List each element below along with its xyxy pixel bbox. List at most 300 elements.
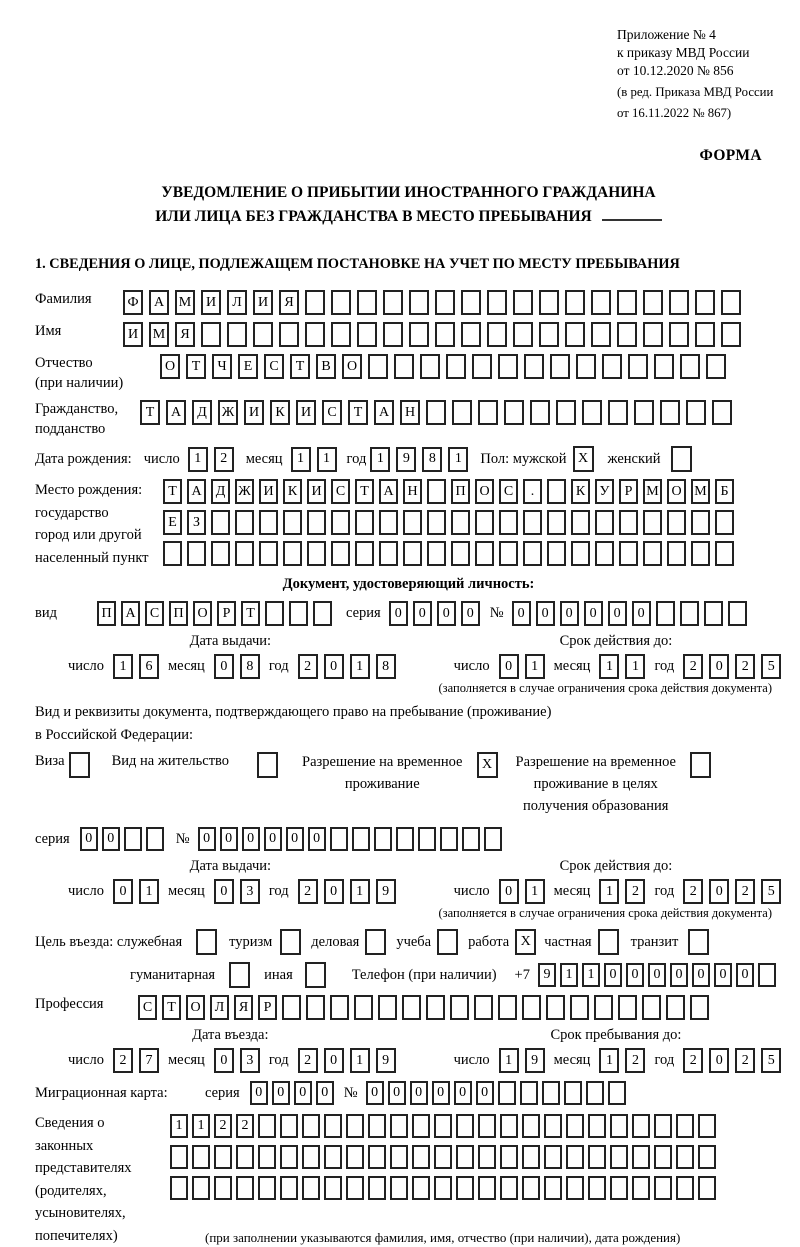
char-cell[interactable]: Т bbox=[241, 601, 260, 626]
char-cell[interactable]: 8 bbox=[240, 654, 260, 679]
char-cell[interactable]: 0 bbox=[584, 601, 603, 626]
char-cell[interactable]: И bbox=[253, 290, 273, 315]
char-cell[interactable] bbox=[618, 995, 637, 1020]
char-cell[interactable] bbox=[446, 354, 466, 379]
char-cell[interactable]: А bbox=[121, 601, 140, 626]
char-cell[interactable]: Р bbox=[619, 479, 638, 504]
char-cell[interactable] bbox=[571, 510, 590, 535]
char-cell[interactable] bbox=[452, 400, 472, 425]
char-cell[interactable]: Н bbox=[400, 400, 420, 425]
char-cell[interactable] bbox=[434, 1176, 452, 1200]
char-cell[interactable]: . bbox=[523, 479, 542, 504]
purpose-other-checkbox[interactable] bbox=[305, 962, 326, 988]
char-cell[interactable] bbox=[676, 1176, 694, 1200]
char-cell[interactable] bbox=[456, 1145, 474, 1169]
char-cell[interactable]: 1 bbox=[525, 879, 545, 904]
char-cell[interactable]: 0 bbox=[709, 654, 729, 679]
char-cell[interactable]: 0 bbox=[410, 1081, 428, 1105]
char-cell[interactable] bbox=[522, 1114, 540, 1138]
char-cell[interactable] bbox=[427, 479, 446, 504]
char-cell[interactable]: 5 bbox=[761, 654, 781, 679]
char-cell[interactable]: 0 bbox=[413, 601, 432, 626]
char-cell[interactable]: 0 bbox=[499, 654, 519, 679]
char-cell[interactable] bbox=[698, 1176, 716, 1200]
char-cell[interactable] bbox=[302, 1145, 320, 1169]
char-cell[interactable] bbox=[374, 827, 392, 851]
char-cell[interactable]: О bbox=[342, 354, 362, 379]
char-cell[interactable]: М bbox=[643, 479, 662, 504]
char-cell[interactable] bbox=[330, 827, 348, 851]
char-cell[interactable]: Т bbox=[290, 354, 310, 379]
char-cell[interactable] bbox=[660, 400, 680, 425]
char-cell[interactable]: 0 bbox=[499, 879, 519, 904]
char-cell[interactable] bbox=[420, 354, 440, 379]
char-cell[interactable]: 2 bbox=[113, 1048, 133, 1073]
char-cell[interactable] bbox=[619, 510, 638, 535]
char-cell[interactable] bbox=[643, 510, 662, 535]
char-cell[interactable] bbox=[571, 541, 590, 566]
char-cell[interactable] bbox=[676, 1145, 694, 1169]
char-cell[interactable] bbox=[523, 541, 542, 566]
char-cell[interactable]: Я bbox=[279, 290, 299, 315]
char-cell[interactable]: 2 bbox=[298, 654, 318, 679]
char-cell[interactable]: 1 bbox=[139, 879, 159, 904]
char-cell[interactable]: И bbox=[244, 400, 264, 425]
char-cell[interactable]: С bbox=[322, 400, 342, 425]
char-cell[interactable] bbox=[602, 354, 622, 379]
char-cell[interactable] bbox=[368, 1145, 386, 1169]
char-cell[interactable] bbox=[146, 827, 164, 851]
char-cell[interactable] bbox=[550, 354, 570, 379]
char-cell[interactable]: 3 bbox=[240, 879, 260, 904]
char-cell[interactable] bbox=[667, 541, 686, 566]
char-cell[interactable] bbox=[576, 354, 596, 379]
char-cell[interactable] bbox=[539, 322, 559, 347]
char-cell[interactable] bbox=[331, 290, 351, 315]
char-cell[interactable]: Т bbox=[163, 479, 182, 504]
char-cell[interactable]: 0 bbox=[709, 1048, 729, 1073]
char-cell[interactable] bbox=[610, 1176, 628, 1200]
char-cell[interactable]: И bbox=[307, 479, 326, 504]
char-cell[interactable] bbox=[544, 1114, 562, 1138]
char-cell[interactable] bbox=[461, 322, 481, 347]
char-cell[interactable]: 0 bbox=[324, 879, 344, 904]
char-cell[interactable] bbox=[402, 995, 421, 1020]
char-cell[interactable]: 0 bbox=[316, 1081, 334, 1105]
char-cell[interactable]: Я bbox=[234, 995, 253, 1020]
char-cell[interactable] bbox=[355, 541, 374, 566]
char-cell[interactable] bbox=[409, 322, 429, 347]
char-cell[interactable] bbox=[691, 541, 710, 566]
char-cell[interactable] bbox=[331, 541, 350, 566]
char-cell[interactable] bbox=[632, 1176, 650, 1200]
char-cell[interactable] bbox=[680, 354, 700, 379]
char-cell[interactable]: Ч bbox=[212, 354, 232, 379]
char-cell[interactable] bbox=[435, 290, 455, 315]
char-cell[interactable] bbox=[201, 322, 221, 347]
char-cell[interactable]: 1 bbox=[560, 963, 578, 987]
char-cell[interactable] bbox=[680, 601, 699, 626]
char-cell[interactable] bbox=[498, 1081, 516, 1105]
char-cell[interactable] bbox=[211, 510, 230, 535]
char-cell[interactable] bbox=[617, 322, 637, 347]
char-cell[interactable] bbox=[520, 1081, 538, 1105]
char-cell[interactable] bbox=[427, 510, 446, 535]
char-cell[interactable]: 0 bbox=[692, 963, 710, 987]
char-cell[interactable]: О bbox=[667, 479, 686, 504]
char-cell[interactable] bbox=[544, 1176, 562, 1200]
char-cell[interactable]: Р bbox=[217, 601, 236, 626]
char-cell[interactable] bbox=[721, 322, 741, 347]
char-cell[interactable]: 0 bbox=[388, 1081, 406, 1105]
char-cell[interactable] bbox=[357, 322, 377, 347]
char-cell[interactable]: 1 bbox=[499, 1048, 519, 1073]
char-cell[interactable] bbox=[258, 1145, 276, 1169]
visa-checkbox[interactable] bbox=[69, 752, 90, 778]
char-cell[interactable] bbox=[289, 601, 308, 626]
char-cell[interactable]: 1 bbox=[192, 1114, 210, 1138]
char-cell[interactable] bbox=[628, 354, 648, 379]
char-cell[interactable]: 2 bbox=[625, 1048, 645, 1073]
char-cell[interactable] bbox=[451, 510, 470, 535]
char-cell[interactable]: Л bbox=[210, 995, 229, 1020]
char-cell[interactable]: 0 bbox=[220, 827, 238, 851]
char-cell[interactable] bbox=[227, 322, 247, 347]
char-cell[interactable] bbox=[383, 290, 403, 315]
char-cell[interactable]: 0 bbox=[432, 1081, 450, 1105]
char-cell[interactable] bbox=[582, 400, 602, 425]
char-cell[interactable] bbox=[522, 995, 541, 1020]
char-cell[interactable] bbox=[368, 1114, 386, 1138]
char-cell[interactable] bbox=[712, 400, 732, 425]
char-cell[interactable]: 0 bbox=[670, 963, 688, 987]
char-cell[interactable] bbox=[409, 290, 429, 315]
char-cell[interactable]: А bbox=[187, 479, 206, 504]
char-cell[interactable]: О bbox=[193, 601, 212, 626]
char-cell[interactable] bbox=[544, 1145, 562, 1169]
char-cell[interactable] bbox=[667, 510, 686, 535]
char-cell[interactable] bbox=[379, 510, 398, 535]
char-cell[interactable] bbox=[412, 1114, 430, 1138]
char-cell[interactable] bbox=[595, 541, 614, 566]
purpose-official-checkbox[interactable] bbox=[196, 929, 217, 955]
char-cell[interactable] bbox=[643, 541, 662, 566]
char-cell[interactable]: 2 bbox=[298, 879, 318, 904]
char-cell[interactable] bbox=[566, 1145, 584, 1169]
char-cell[interactable] bbox=[354, 995, 373, 1020]
purpose-private-checkbox[interactable] bbox=[598, 929, 619, 955]
char-cell[interactable]: 0 bbox=[242, 827, 260, 851]
char-cell[interactable]: 1 bbox=[291, 447, 311, 472]
char-cell[interactable]: И bbox=[296, 400, 316, 425]
char-cell[interactable] bbox=[676, 1114, 694, 1138]
char-cell[interactable]: Ф bbox=[123, 290, 143, 315]
char-cell[interactable] bbox=[666, 995, 685, 1020]
char-cell[interactable]: 1 bbox=[599, 879, 619, 904]
char-cell[interactable] bbox=[124, 827, 142, 851]
char-cell[interactable] bbox=[595, 510, 614, 535]
char-cell[interactable] bbox=[434, 1114, 452, 1138]
char-cell[interactable] bbox=[487, 290, 507, 315]
char-cell[interactable] bbox=[346, 1176, 364, 1200]
char-cell[interactable] bbox=[706, 354, 726, 379]
char-cell[interactable]: 6 bbox=[139, 654, 159, 679]
char-cell[interactable]: О bbox=[186, 995, 205, 1020]
char-cell[interactable]: 1 bbox=[188, 447, 208, 472]
sex-female-checkbox[interactable] bbox=[671, 446, 692, 472]
char-cell[interactable] bbox=[691, 510, 710, 535]
char-cell[interactable] bbox=[570, 995, 589, 1020]
char-cell[interactable] bbox=[394, 354, 414, 379]
char-cell[interactable] bbox=[500, 1145, 518, 1169]
char-cell[interactable] bbox=[565, 322, 585, 347]
char-cell[interactable] bbox=[283, 541, 302, 566]
char-cell[interactable] bbox=[307, 541, 326, 566]
char-cell[interactable] bbox=[686, 400, 706, 425]
char-cell[interactable] bbox=[478, 1176, 496, 1200]
char-cell[interactable] bbox=[523, 510, 542, 535]
char-cell[interactable]: 0 bbox=[250, 1081, 268, 1105]
char-cell[interactable] bbox=[556, 400, 576, 425]
char-cell[interactable]: Ж bbox=[235, 479, 254, 504]
char-cell[interactable]: П bbox=[97, 601, 116, 626]
char-cell[interactable]: Т bbox=[162, 995, 181, 1020]
char-cell[interactable]: 1 bbox=[582, 963, 600, 987]
char-cell[interactable]: 0 bbox=[648, 963, 666, 987]
char-cell[interactable]: 0 bbox=[608, 601, 627, 626]
char-cell[interactable]: Д bbox=[192, 400, 212, 425]
char-cell[interactable] bbox=[588, 1176, 606, 1200]
char-cell[interactable] bbox=[610, 1145, 628, 1169]
purpose-study-checkbox[interactable] bbox=[437, 929, 458, 955]
char-cell[interactable] bbox=[478, 400, 498, 425]
char-cell[interactable] bbox=[305, 290, 325, 315]
char-cell[interactable] bbox=[632, 1114, 650, 1138]
char-cell[interactable]: Н bbox=[403, 479, 422, 504]
char-cell[interactable] bbox=[307, 510, 326, 535]
char-cell[interactable] bbox=[265, 601, 284, 626]
char-cell[interactable] bbox=[565, 290, 585, 315]
char-cell[interactable] bbox=[283, 510, 302, 535]
char-cell[interactable]: С bbox=[499, 479, 518, 504]
char-cell[interactable]: 0 bbox=[113, 879, 133, 904]
char-cell[interactable]: 0 bbox=[214, 654, 234, 679]
char-cell[interactable]: 0 bbox=[626, 963, 644, 987]
char-cell[interactable] bbox=[656, 601, 675, 626]
char-cell[interactable]: Е bbox=[163, 510, 182, 535]
char-cell[interactable] bbox=[619, 541, 638, 566]
char-cell[interactable] bbox=[721, 290, 741, 315]
char-cell[interactable] bbox=[331, 322, 351, 347]
char-cell[interactable]: 2 bbox=[735, 879, 755, 904]
char-cell[interactable]: М bbox=[691, 479, 710, 504]
char-cell[interactable] bbox=[412, 1145, 430, 1169]
char-cell[interactable] bbox=[566, 1114, 584, 1138]
char-cell[interactable] bbox=[412, 1176, 430, 1200]
char-cell[interactable] bbox=[547, 510, 566, 535]
char-cell[interactable] bbox=[695, 322, 715, 347]
char-cell[interactable] bbox=[383, 322, 403, 347]
char-cell[interactable]: 0 bbox=[286, 827, 304, 851]
char-cell[interactable] bbox=[539, 290, 559, 315]
char-cell[interactable]: Р bbox=[258, 995, 277, 1020]
char-cell[interactable] bbox=[617, 290, 637, 315]
char-cell[interactable]: М bbox=[175, 290, 195, 315]
char-cell[interactable]: 9 bbox=[376, 879, 396, 904]
char-cell[interactable]: 1 bbox=[599, 1048, 619, 1073]
char-cell[interactable]: 0 bbox=[198, 827, 216, 851]
char-cell[interactable] bbox=[608, 400, 628, 425]
char-cell[interactable] bbox=[461, 290, 481, 315]
char-cell[interactable] bbox=[418, 827, 436, 851]
char-cell[interactable] bbox=[715, 510, 734, 535]
char-cell[interactable] bbox=[654, 354, 674, 379]
char-cell[interactable] bbox=[379, 541, 398, 566]
char-cell[interactable]: 8 bbox=[376, 654, 396, 679]
char-cell[interactable] bbox=[368, 1176, 386, 1200]
char-cell[interactable] bbox=[513, 290, 533, 315]
char-cell[interactable] bbox=[214, 1145, 232, 1169]
char-cell[interactable] bbox=[530, 400, 550, 425]
char-cell[interactable]: 2 bbox=[735, 1048, 755, 1073]
char-cell[interactable] bbox=[588, 1145, 606, 1169]
purpose-tourism-checkbox[interactable] bbox=[280, 929, 301, 955]
char-cell[interactable] bbox=[451, 541, 470, 566]
char-cell[interactable] bbox=[396, 827, 414, 851]
char-cell[interactable]: К bbox=[283, 479, 302, 504]
char-cell[interactable] bbox=[588, 1114, 606, 1138]
char-cell[interactable]: 1 bbox=[525, 654, 545, 679]
char-cell[interactable] bbox=[434, 1145, 452, 1169]
char-cell[interactable] bbox=[566, 1176, 584, 1200]
char-cell[interactable]: И bbox=[201, 290, 221, 315]
char-cell[interactable] bbox=[728, 601, 747, 626]
char-cell[interactable]: 0 bbox=[264, 827, 282, 851]
char-cell[interactable]: 0 bbox=[294, 1081, 312, 1105]
char-cell[interactable]: 2 bbox=[735, 654, 755, 679]
char-cell[interactable] bbox=[654, 1145, 672, 1169]
char-cell[interactable] bbox=[259, 541, 278, 566]
char-cell[interactable]: 0 bbox=[476, 1081, 494, 1105]
char-cell[interactable] bbox=[313, 601, 332, 626]
char-cell[interactable]: Я bbox=[175, 322, 195, 347]
char-cell[interactable] bbox=[608, 1081, 626, 1105]
char-cell[interactable] bbox=[487, 322, 507, 347]
char-cell[interactable] bbox=[235, 541, 254, 566]
char-cell[interactable]: Д bbox=[211, 479, 230, 504]
char-cell[interactable]: А bbox=[374, 400, 394, 425]
char-cell[interactable] bbox=[440, 827, 458, 851]
char-cell[interactable]: 2 bbox=[683, 879, 703, 904]
char-cell[interactable]: И bbox=[259, 479, 278, 504]
char-cell[interactable] bbox=[258, 1114, 276, 1138]
purpose-work-checkbox[interactable]: X bbox=[515, 929, 536, 955]
char-cell[interactable] bbox=[642, 995, 661, 1020]
char-cell[interactable] bbox=[632, 1145, 650, 1169]
char-cell[interactable] bbox=[669, 290, 689, 315]
char-cell[interactable]: Ж bbox=[218, 400, 238, 425]
char-cell[interactable]: 2 bbox=[214, 1114, 232, 1138]
char-cell[interactable]: 0 bbox=[454, 1081, 472, 1105]
char-cell[interactable]: 9 bbox=[538, 963, 556, 987]
char-cell[interactable]: М bbox=[149, 322, 169, 347]
char-cell[interactable] bbox=[504, 400, 524, 425]
char-cell[interactable] bbox=[192, 1176, 210, 1200]
char-cell[interactable] bbox=[758, 963, 776, 987]
char-cell[interactable]: В bbox=[316, 354, 336, 379]
char-cell[interactable]: 0 bbox=[461, 601, 480, 626]
char-cell[interactable]: П bbox=[451, 479, 470, 504]
char-cell[interactable] bbox=[170, 1176, 188, 1200]
char-cell[interactable]: 0 bbox=[714, 963, 732, 987]
char-cell[interactable] bbox=[456, 1176, 474, 1200]
char-cell[interactable] bbox=[305, 322, 325, 347]
char-cell[interactable]: 1 bbox=[350, 654, 370, 679]
char-cell[interactable] bbox=[591, 290, 611, 315]
char-cell[interactable]: 9 bbox=[396, 447, 416, 472]
char-cell[interactable] bbox=[282, 995, 301, 1020]
char-cell[interactable]: Е bbox=[238, 354, 258, 379]
char-cell[interactable]: Б bbox=[715, 479, 734, 504]
char-cell[interactable] bbox=[170, 1145, 188, 1169]
char-cell[interactable] bbox=[390, 1145, 408, 1169]
char-cell[interactable] bbox=[499, 541, 518, 566]
char-cell[interactable] bbox=[484, 827, 502, 851]
char-cell[interactable] bbox=[435, 322, 455, 347]
char-cell[interactable]: 0 bbox=[324, 654, 344, 679]
char-cell[interactable] bbox=[472, 354, 492, 379]
char-cell[interactable]: 2 bbox=[236, 1114, 254, 1138]
char-cell[interactable]: 0 bbox=[604, 963, 622, 987]
char-cell[interactable]: А bbox=[149, 290, 169, 315]
char-cell[interactable] bbox=[522, 1145, 540, 1169]
char-cell[interactable] bbox=[279, 322, 299, 347]
char-cell[interactable]: С bbox=[138, 995, 157, 1020]
char-cell[interactable]: 3 bbox=[240, 1048, 260, 1073]
char-cell[interactable] bbox=[499, 510, 518, 535]
char-cell[interactable] bbox=[456, 1114, 474, 1138]
char-cell[interactable]: К bbox=[270, 400, 290, 425]
char-cell[interactable]: К bbox=[571, 479, 590, 504]
char-cell[interactable] bbox=[498, 354, 518, 379]
char-cell[interactable]: Т bbox=[186, 354, 206, 379]
char-cell[interactable] bbox=[695, 290, 715, 315]
char-cell[interactable]: 0 bbox=[214, 879, 234, 904]
char-cell[interactable] bbox=[346, 1145, 364, 1169]
char-cell[interactable]: 2 bbox=[298, 1048, 318, 1073]
char-cell[interactable] bbox=[704, 601, 723, 626]
char-cell[interactable] bbox=[280, 1145, 298, 1169]
purpose-transit-checkbox[interactable] bbox=[688, 929, 709, 955]
char-cell[interactable] bbox=[302, 1176, 320, 1200]
sex-male-checkbox[interactable]: X bbox=[573, 446, 594, 472]
char-cell[interactable] bbox=[426, 995, 445, 1020]
char-cell[interactable]: О bbox=[475, 479, 494, 504]
char-cell[interactable]: 0 bbox=[80, 827, 98, 851]
char-cell[interactable] bbox=[236, 1176, 254, 1200]
temp-residence-edu-checkbox[interactable] bbox=[690, 752, 711, 778]
char-cell[interactable] bbox=[715, 541, 734, 566]
char-cell[interactable] bbox=[324, 1145, 342, 1169]
char-cell[interactable]: 0 bbox=[632, 601, 651, 626]
char-cell[interactable] bbox=[474, 995, 493, 1020]
char-cell[interactable] bbox=[564, 1081, 582, 1105]
char-cell[interactable]: 1 bbox=[625, 654, 645, 679]
char-cell[interactable]: 1 bbox=[370, 447, 390, 472]
char-cell[interactable] bbox=[192, 1145, 210, 1169]
char-cell[interactable] bbox=[698, 1145, 716, 1169]
char-cell[interactable] bbox=[324, 1114, 342, 1138]
